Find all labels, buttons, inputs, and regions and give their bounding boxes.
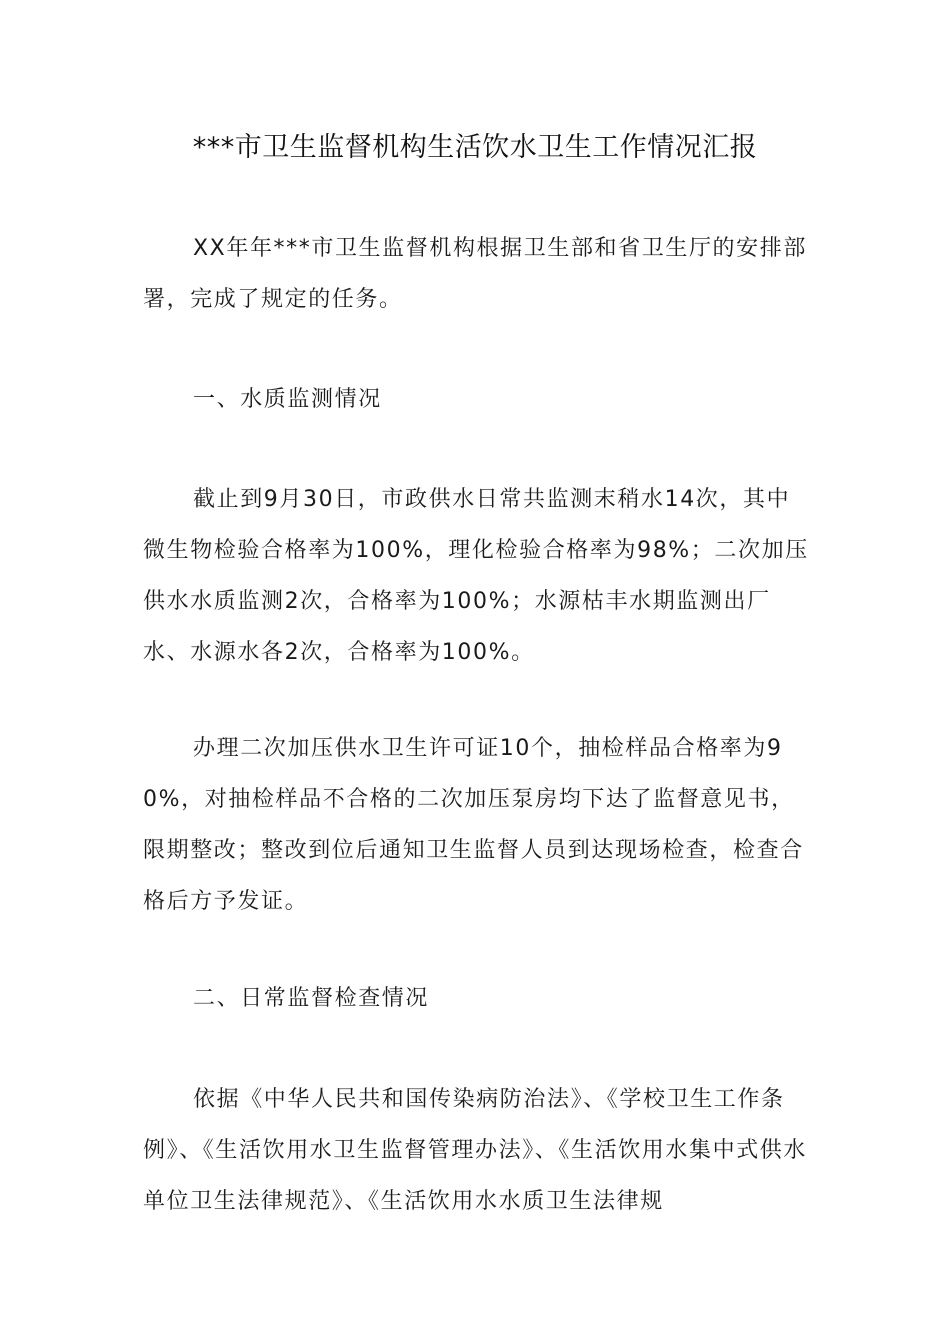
permit-paragraph: 办理二次加压供水卫生许可证10个，抽检样品合格率为90%，对抽检样品不合格的二次加压泵房均下达了监督意见书，限期整改；整改到位后通知卫生监督人员到达现场检查，检查合格后方予发证。: [143, 736, 804, 914]
document-title: ***市卫生监督机构生活饮水卫生工作情况汇报: [192, 132, 758, 163]
legal-basis-paragraph: 依据《中华人民共和国传染病防治法》、《学校卫生工作条例》、《生活饮用水卫生监督管理办法》、《生活饮用水集中式供水单位卫生法律规范》、《生活饮用水水质卫生法律规: [143, 1087, 808, 1214]
section-heading-daily-inspection: 二、日常监督检查情况: [193, 986, 430, 1011]
intro-paragraph: XX年年***市卫生监督机构根据卫生部和省卫生厅的安排部署，完成了规定的任务。: [143, 236, 807, 312]
water-monitoring-paragraph: 截止到9月30日，市政供水日常共监测末稍水14次，其中微生物检验合格率为100%，理化检验合格率为98%；二次加压供水水质监测2次，合格率为100%；水源枯丰水期监测出厂水、水源水各2次，合格率为100%。: [143, 487, 809, 665]
section-heading-water-quality: 一、水质监测情况: [193, 387, 382, 412]
